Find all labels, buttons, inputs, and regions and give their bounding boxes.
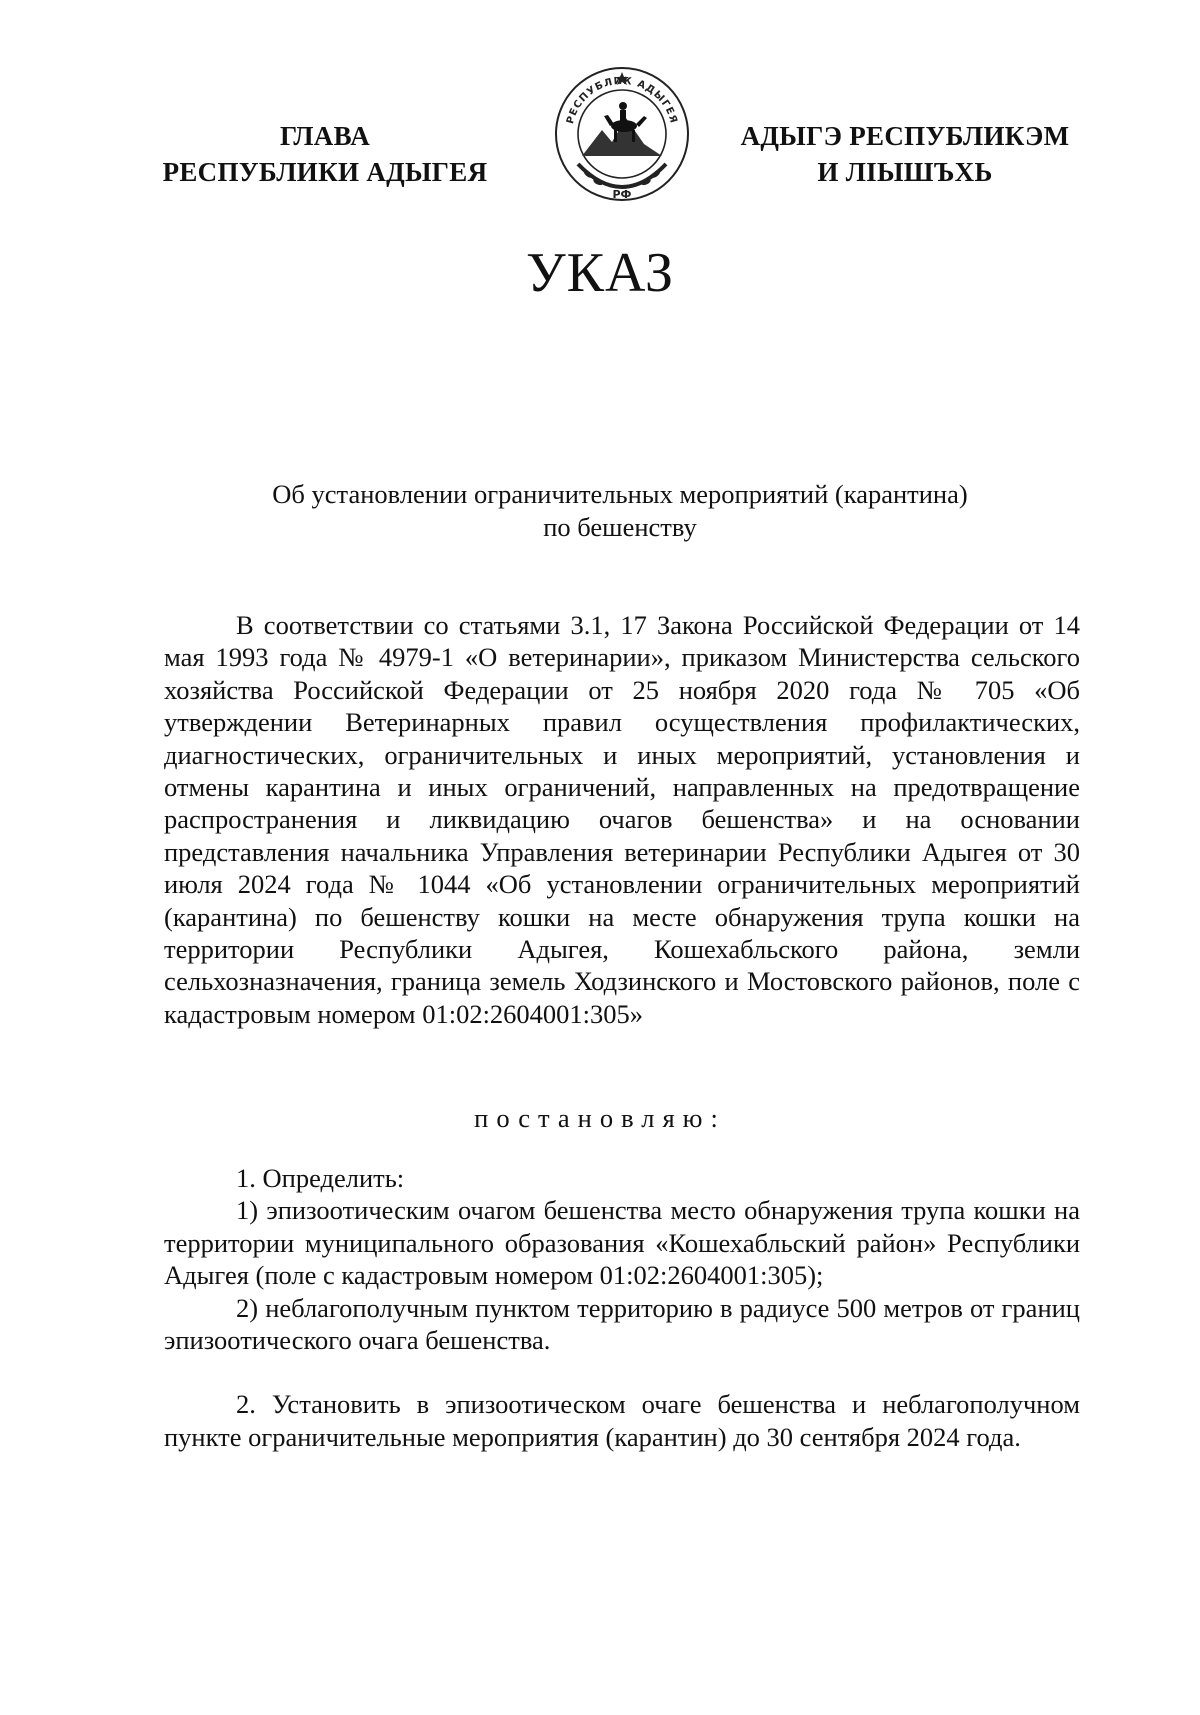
header-right-line2: И ЛIЫШЪХЬ <box>817 157 993 187</box>
item-2: 2. Установить в эпизоотическом очаге бешенства и неблагополучном пункте ограничительные мероприятия (карантин) до 30 сентября 2024 года. <box>164 1389 1080 1452</box>
header-left-line2: РЕСПУБЛИКИ АДЫГЕЯ <box>162 157 488 187</box>
preamble-paragraph: В соответствии со статьями 3.1, 17 Закона Российской Федерации от 14 мая 1993 года № 4979-1 «О ветеринарии», приказом Министерства сельского хозяйства Российской Федерации от 25 ноября 2020 года № 705 «Об утверждении Ветеринарных правил осуществления профилактических, диагностических, ограничительных и иных мероприятий, установления и отмены карантина и иных ограничений, направленных на предотвращение распространения и ликвидацию очагов бешенства» и на основании представления начальника Управления ветеринарии Республики Адыгея от 30 июля 2024 года № 1044 «Об установлении ограничительных мероприятий (карантина) по бешенству кошки на месте обнаружения трупа кошки на территории Республики Адыгея, Кошехабльского района, земли сельхозназначения, граница земель Ходзинского и Мостовского районов, поле с кадастровым номером 01:02:2604001:305» <box>164 610 1080 1029</box>
document-preamble <box>164 609 1080 1030</box>
header-right <box>720 118 1090 190</box>
subject-line2: по бешенству <box>543 512 697 542</box>
paragraph-gap <box>164 1356 1080 1388</box>
emblem-bottom-text: РФ <box>612 188 632 201</box>
header-left-line1: ГЛАВА <box>279 121 371 151</box>
item-1: 1. Определить: <box>236 1163 405 1193</box>
decree-items <box>164 1162 1080 1453</box>
header-right-line1: АДЫГЭ РЕСПУБЛИКЭМ <box>740 121 1070 151</box>
decree-word: постановляю: <box>474 1103 726 1133</box>
item-1-subitem-1: 1) эпизоотическим очагом бешенства место обнаружения трупа кошки на территории муниципального образования «Кошехабльский район» Республики Адыгея (поле с кадастровым номером 01:02:2604001:305); <box>164 1195 1080 1291</box>
document-subject <box>160 478 1080 544</box>
subject-line1: Об установлении ограничительных мероприятий (карантина) <box>272 479 968 509</box>
item-1-subitem-2: 2) неблагополучным пунктом территорию в радиусе 500 метров от границ эпизоотического очага бешенства. <box>164 1292 1080 1356</box>
header-left <box>150 118 500 190</box>
document-title: УКАЗ <box>525 242 675 304</box>
emblem-top-text: РЕСПУБЛИК АДЫГЕЯ <box>565 75 679 126</box>
coat-of-arms-emblem <box>548 60 696 208</box>
